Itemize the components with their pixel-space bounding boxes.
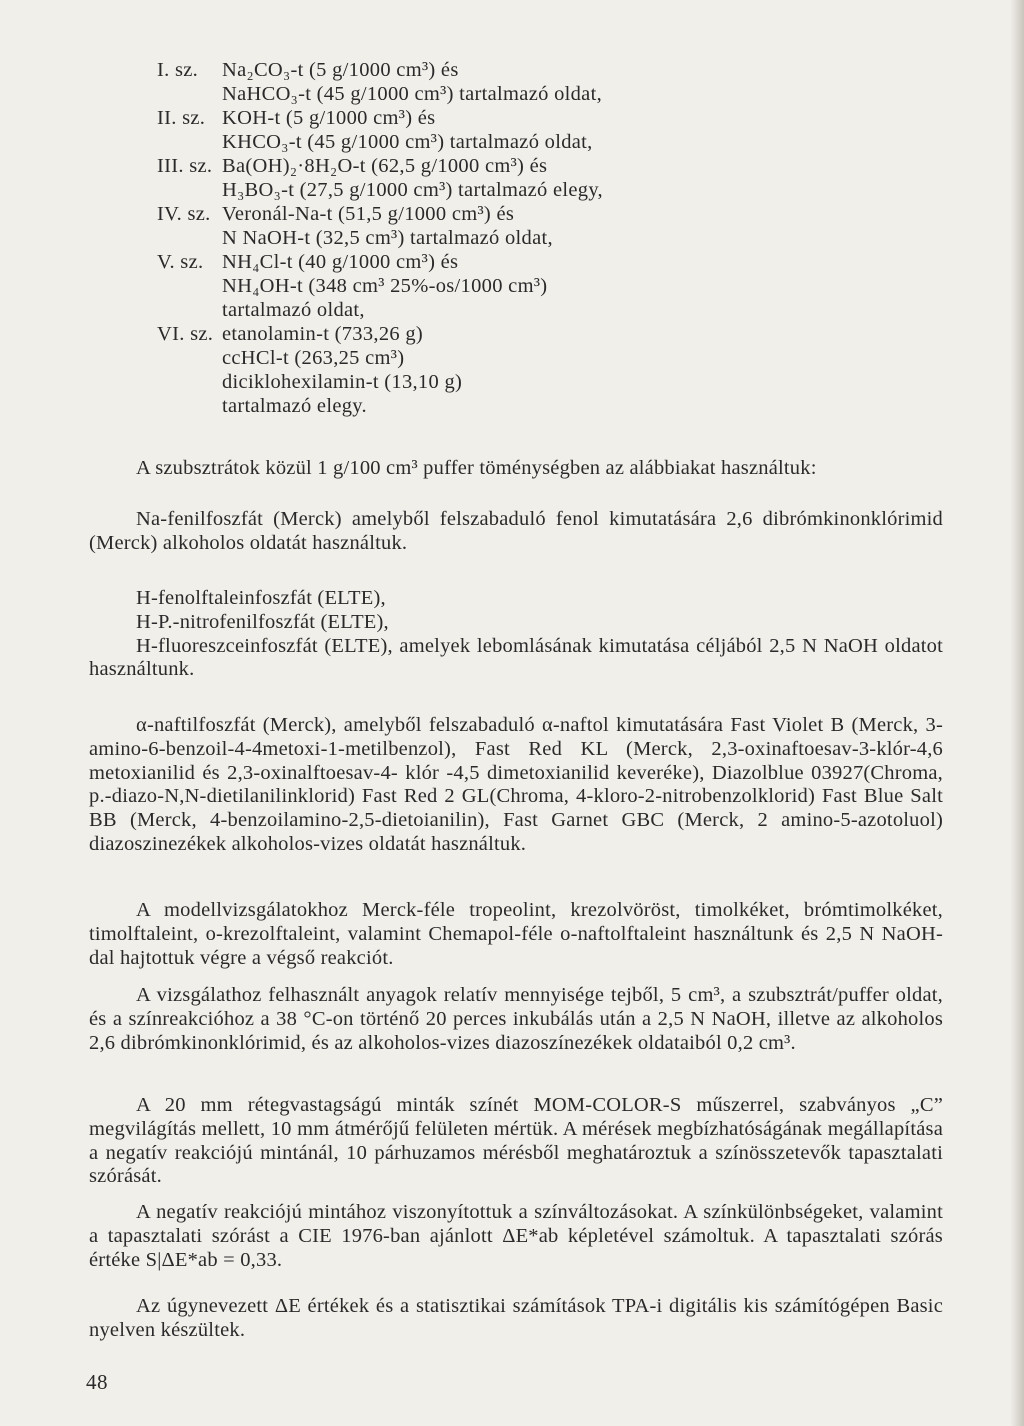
item-line: N NaOH-t (32,5 cm³) tartalmazó oldat, bbox=[222, 227, 553, 249]
item-line: NH₄Cl-t (40 g/1000 cm³) és bbox=[222, 251, 459, 273]
item-number: II. sz. bbox=[157, 107, 206, 129]
paragraph: A szubsztrátok közül 1 g/100 cm³ puffer töménységben az alábbiakat használtuk: bbox=[136, 457, 817, 479]
measurement-paragraph bbox=[89, 1094, 943, 1189]
paragraph: Az úgynevezett ΔE értékek és a statisztikai számítások TPA-i digitális kis számítógépen Basic nyelven készültek. bbox=[89, 1295, 943, 1341]
paragraph: Na-fenilfoszfát (Merck) amelyből felszabaduló fenol kimutatására 2,6 dibrómkinonklórimid (Merck) alkoholos oldatát használtuk. bbox=[89, 508, 943, 554]
item-line: KOH-t (5 g/1000 cm³) és bbox=[222, 107, 436, 129]
paragraph: A negatív reakciójú mintához viszonyítottuk a színváltozásokat. A színkülönbségeket, valamint a tapasztalati szórást a CIE 1976-ban ajánlott ΔE*ab képletével számoltuk. A tapasztalati szórás értéke S|ΔE*ab = 0,33. bbox=[89, 1201, 943, 1271]
item-line: etanolamin-t (733,26 g) bbox=[222, 323, 424, 345]
item-line: H₃BO₃-t (27,5 g/1000 cm³) tartalmazó elegy, bbox=[222, 179, 603, 201]
item-line: Na₂CO₃-t (5 g/1000 cm³) és bbox=[222, 59, 459, 81]
quantities-paragraph bbox=[89, 984, 943, 1055]
paragraph: A vizsgálathoz felhasznált anyagok relatív mennyisége tejből, 5 cm³, a szubsztrát/puffer oldat, és a színreakcióhoz a 38 °C-on történő 20 perces inkubálás után a 2,5 N NaOH, illetve az alkoholos 2,6 dibrómkinonklórimid, és az alkoholos-vizes diazoszínezékek oldataiból 0,2 cm³. bbox=[89, 984, 943, 1054]
item-line: NaHCO₃-t (45 g/1000 cm³) tartalmazó oldat, bbox=[222, 83, 602, 105]
page-number: 48 bbox=[86, 1370, 108, 1394]
item-line: tartalmazó elegy. bbox=[222, 395, 367, 417]
paragraph: α-naftilfoszfát (Merck), amelyből felszabaduló α-naftol kimutatására Fast Violet B (Merck, 3-amino-6-benzoil-4-4metoxi-1-metilbenzol), Fast Red KL (Merck, 2,3-oxinaftoesav-3-klór-4,6 metoxianilid és 2,3-oxinalftoesav-4- klór -4,5 dimetoxianilid keveréke), Diazolblue 03927(Chroma, p.-diazo-N,N-dietilanilinklorid) Fast Red 2 GL(Chroma, 4-kloro-2-nitrobenzolklorid) Fast Blue Salt BB (Merck, 4-benzoilamino-2,5-dietoianilin), Fast Garnet GBC (Merck, 2 amino-5-azotoluol) diazoszinezékek alkoholos-vizes oldatát használtuk. bbox=[89, 714, 943, 855]
item-line: ccHCl-t (263,25 cm³) bbox=[222, 347, 405, 369]
elte-substrates-paragraph bbox=[89, 587, 943, 682]
substrates-paragraph bbox=[89, 457, 943, 481]
item-number: IV. sz. bbox=[157, 203, 211, 225]
naphthylphosphate-paragraph bbox=[89, 714, 943, 857]
paragraph-line: H-P.-nitrofenilfoszfát (ELTE), bbox=[136, 610, 389, 633]
item-number: I. sz. bbox=[157, 59, 199, 81]
model-tests-paragraph bbox=[89, 899, 943, 970]
item-line: Ba(OH)₂·8H₂O-t (62,5 g/1000 cm³) és bbox=[222, 155, 548, 177]
paragraph: A modellvizsgálatokhoz Merck-féle tropeolint, krezolvöröst, timolkéket, brómtimolkéket, timolftaleint, o-krezolftaleint, valamint Chemapol-féle o-naftolftaleint használtunk és 2,5 N NaOH-dal hajtottuk végre a végső reakciót. bbox=[89, 899, 943, 969]
item-number: VI. sz. bbox=[157, 323, 214, 345]
item-line: diciklohexilamin-t (13,10 g) bbox=[222, 371, 463, 393]
paragraph: H-fluoreszceinfoszfát (ELTE), amelyek lebomlásának kimutatása céljából 2,5 N NaOH oldatot használtunk. bbox=[89, 634, 943, 681]
item-line: KHCO₃-t (45 g/1000 cm³) tartalmazó oldat, bbox=[222, 131, 593, 153]
paragraph: A 20 mm rétegvastagságú minták színét MOM-COLOR-S műszerrel, szabványos „C” megvilágítás mellett, 10 mm átmérőjű felületen mértük. A mérések megbízhatóságának megállapítása a negatív reakciójú mintánál, 10 párhuzamos mérésből meghatároztuk a színösszetevők tapasztalati szórását. bbox=[89, 1094, 943, 1188]
list-item bbox=[157, 106, 717, 154]
list-item bbox=[157, 202, 717, 250]
buffer-solution-list bbox=[157, 58, 717, 418]
phenylphosphate-paragraph bbox=[89, 508, 943, 556]
list-item bbox=[157, 154, 717, 202]
item-number: III. sz. bbox=[157, 155, 213, 177]
item-number: V. sz. bbox=[157, 251, 204, 273]
item-line: Veronál-Na-t (51,5 g/1000 cm³) és bbox=[222, 203, 515, 225]
page-edge bbox=[1010, 0, 1024, 1426]
color-difference-paragraph bbox=[89, 1201, 943, 1272]
item-line: tartalmazó oldat, bbox=[222, 299, 365, 321]
paragraph-line: H-fenolftaleinfoszfát (ELTE), bbox=[136, 587, 386, 609]
list-item bbox=[157, 250, 717, 322]
list-item bbox=[157, 58, 717, 106]
list-item bbox=[157, 322, 717, 418]
computation-paragraph bbox=[89, 1295, 943, 1343]
item-line: NH₄OH-t (348 cm³ 25%-os/1000 cm³) bbox=[222, 275, 548, 297]
